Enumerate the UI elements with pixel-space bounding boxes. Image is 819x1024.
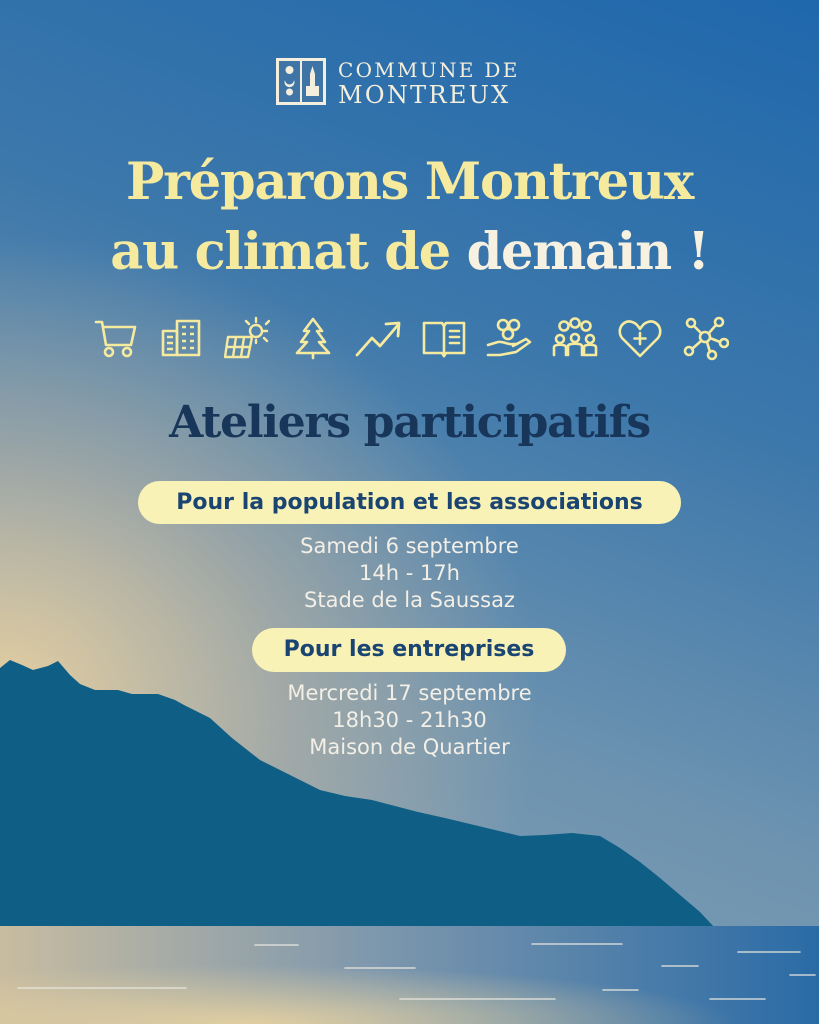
title-line-2 [0,222,819,282]
trend-arrow-icon [355,315,401,361]
logo-text-montreux: MONTREUX [338,81,511,109]
fir-tree-icon [290,315,336,361]
heart-health-icon [617,315,663,361]
session-1-time: 14h - 17h [359,561,460,585]
theme-icons-row [93,315,729,361]
group-people-icon [552,315,598,361]
session-1-date: Samedi 6 septembre [300,534,519,558]
shopping-cart-icon [93,315,139,361]
logo-text-commune: COMMUNE DE [338,58,520,82]
title-line-2-part1: au climat de [110,222,451,282]
audience-pill-entreprises: Pour les entreprises [252,628,566,672]
title-line-2-part2: demain ! [466,222,709,282]
hand-coins-icon [486,315,532,361]
solar-panel-icon [224,315,270,361]
session-2-time: 18h30 - 21h30 [332,708,487,732]
title-line-1: Préparons Montreux [125,152,694,212]
audience-pill-population: Pour la population et les associations [138,481,681,524]
buildings-icon [159,315,205,361]
open-book-icon [421,315,467,361]
commune-logo [276,57,544,107]
session-1-place: Stade de la Saussaz [304,588,515,612]
session-2-place: Maison de Quartier [309,735,510,759]
network-icon [683,315,729,361]
session-2-date: Mercredi 17 septembre [287,681,532,705]
montreux-crest-icon [276,58,326,105]
subtitle: Ateliers participatifs [169,397,650,448]
